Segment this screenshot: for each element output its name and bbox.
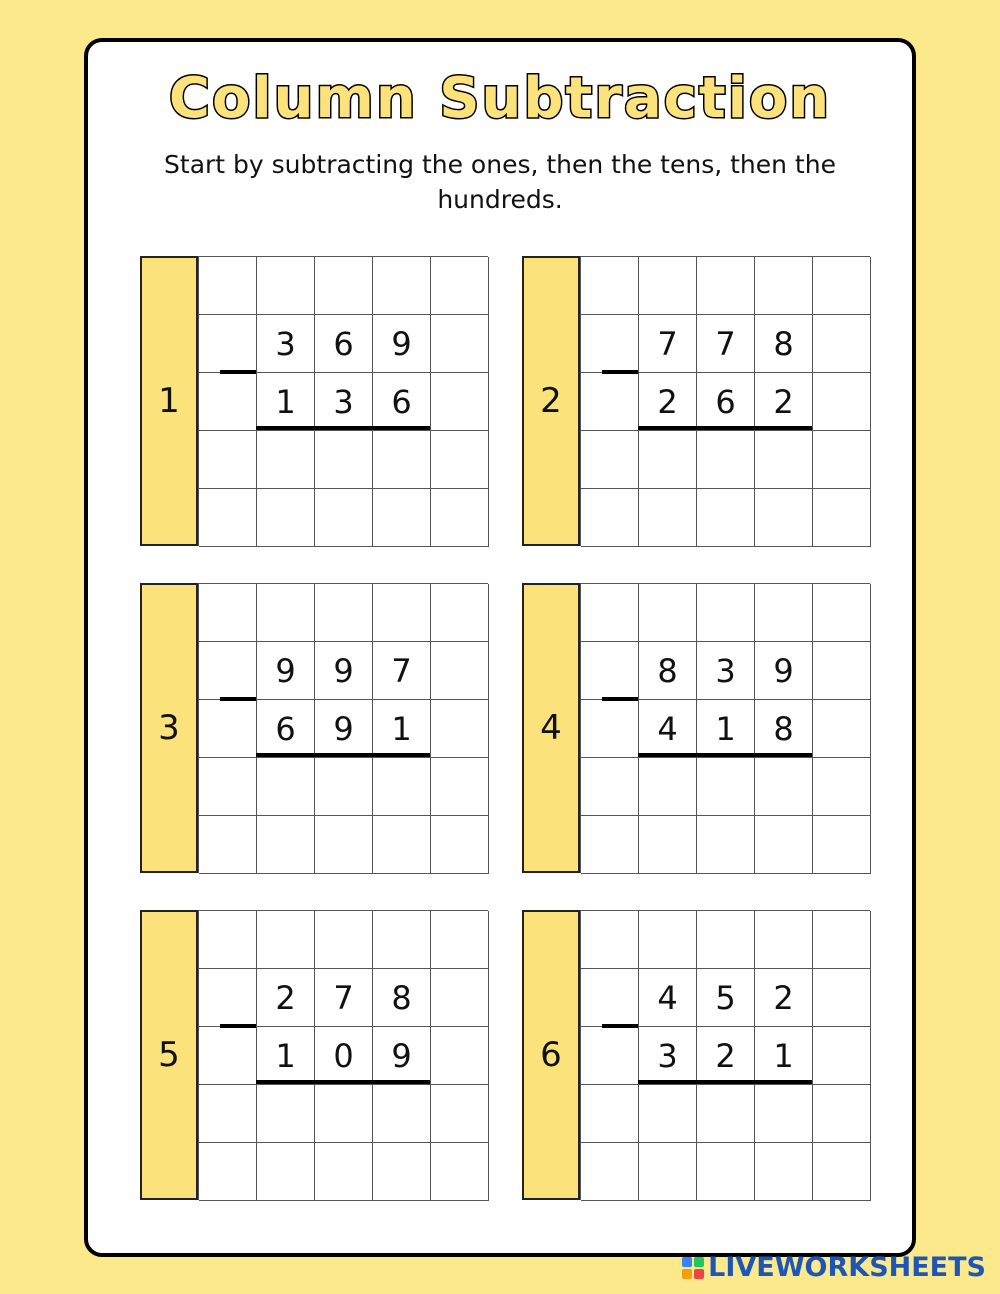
minus-sign xyxy=(602,1024,638,1028)
minuend-hundreds: 9 xyxy=(257,642,315,700)
problem-number: 1 xyxy=(140,256,198,546)
grid-cell xyxy=(315,257,373,315)
grid-cell xyxy=(581,816,639,874)
grid-cell xyxy=(581,584,639,642)
problem-number: 6 xyxy=(522,910,580,1200)
grid-cell xyxy=(581,1143,639,1201)
grid-cell xyxy=(199,911,257,969)
grid-cell xyxy=(373,257,431,315)
grid-cell xyxy=(199,1085,257,1143)
minuend-tens: 3 xyxy=(697,642,755,700)
subtrahend-ones: 1 xyxy=(755,1027,813,1085)
problem-number: 5 xyxy=(140,910,198,1200)
grid-cell xyxy=(199,700,257,758)
grid-cell xyxy=(639,816,697,874)
grid-cell xyxy=(431,816,489,874)
liveworksheets-brand[interactable] xyxy=(682,1252,986,1283)
instructions-text: Start by subtracting the ones, then the tens, then the hundreds. xyxy=(164,150,836,214)
subtrahend-tens: 2 xyxy=(697,1027,755,1085)
grid-cell xyxy=(199,1143,257,1201)
answer-line xyxy=(256,426,430,430)
answer-hundreds-cell[interactable] xyxy=(257,431,315,489)
answer-line xyxy=(638,753,812,757)
answer-hundreds-cell[interactable] xyxy=(257,1085,315,1143)
grid-cell xyxy=(813,431,871,489)
subtrahend-ones: 9 xyxy=(373,1027,431,1085)
minuend-tens: 7 xyxy=(315,969,373,1027)
grid-cell xyxy=(315,1143,373,1201)
grid-cell xyxy=(373,584,431,642)
subtrahend-ones: 2 xyxy=(755,373,813,431)
minuend-ones: 8 xyxy=(373,969,431,1027)
subtrahend-ones: 8 xyxy=(755,700,813,758)
subtrahend-hundreds: 3 xyxy=(639,1027,697,1085)
grid-cell xyxy=(581,257,639,315)
grid-cell xyxy=(813,911,871,969)
grid-cell xyxy=(199,969,257,1027)
grid-cell xyxy=(581,315,639,373)
grid-cell xyxy=(257,489,315,547)
grid-cell xyxy=(257,1143,315,1201)
grid-cell xyxy=(813,700,871,758)
answer-tens-cell[interactable] xyxy=(697,758,755,816)
minuend-tens: 9 xyxy=(315,642,373,700)
minuend-ones: 9 xyxy=(373,315,431,373)
problem-1 xyxy=(140,256,488,546)
grid-cell xyxy=(755,584,813,642)
problem-number: 3 xyxy=(140,583,198,873)
grid-cell xyxy=(199,584,257,642)
subtrahend-tens: 6 xyxy=(697,373,755,431)
grid-cell xyxy=(315,911,373,969)
grid-cell xyxy=(431,700,489,758)
subtrahend-hundreds: 2 xyxy=(639,373,697,431)
minuend-ones: 9 xyxy=(755,642,813,700)
grid-cell xyxy=(431,1085,489,1143)
grid-cell xyxy=(373,489,431,547)
grid-cell xyxy=(813,642,871,700)
answer-line xyxy=(638,426,812,430)
grid-cell xyxy=(755,257,813,315)
grid-cell xyxy=(813,315,871,373)
grid-cell xyxy=(199,816,257,874)
answer-ones-cell[interactable] xyxy=(755,1085,813,1143)
grid-cell xyxy=(315,489,373,547)
minuend-hundreds: 7 xyxy=(639,315,697,373)
grid-cell xyxy=(373,1143,431,1201)
minuend-ones: 2 xyxy=(755,969,813,1027)
subtrahend-tens: 3 xyxy=(315,373,373,431)
grid-cell xyxy=(581,642,639,700)
minuend-tens: 6 xyxy=(315,315,373,373)
grid-cell xyxy=(431,373,489,431)
grid-cell xyxy=(755,911,813,969)
grid-cell xyxy=(697,584,755,642)
answer-grid xyxy=(580,583,870,873)
grid-cell xyxy=(257,816,315,874)
grid-cell xyxy=(581,489,639,547)
grid-cell xyxy=(581,758,639,816)
minuend-hundreds: 2 xyxy=(257,969,315,1027)
grid-cell xyxy=(431,1143,489,1201)
grid-cell xyxy=(639,257,697,315)
grid-cell xyxy=(755,816,813,874)
grid-cell xyxy=(431,257,489,315)
minuend-hundreds: 8 xyxy=(639,642,697,700)
grid-cell xyxy=(697,1143,755,1201)
problem-4 xyxy=(522,583,870,873)
grid-cell xyxy=(431,969,489,1027)
grid-cell xyxy=(813,1143,871,1201)
subtrahend-hundreds: 1 xyxy=(257,373,315,431)
answer-tens-cell[interactable] xyxy=(697,431,755,489)
answer-hundreds-cell[interactable] xyxy=(639,1085,697,1143)
subtrahend-tens: 9 xyxy=(315,700,373,758)
grid-cell xyxy=(199,373,257,431)
grid-cell xyxy=(431,642,489,700)
subtrahend-tens: 1 xyxy=(697,700,755,758)
grid-cell xyxy=(813,584,871,642)
answer-grid xyxy=(580,256,870,546)
problem-5 xyxy=(140,910,488,1200)
grid-cell xyxy=(639,1143,697,1201)
answer-hundreds-cell[interactable] xyxy=(639,431,697,489)
grid-cell xyxy=(257,911,315,969)
grid-cell xyxy=(581,1085,639,1143)
grid-cell xyxy=(199,431,257,489)
minus-sign xyxy=(220,1024,256,1028)
grid-cell xyxy=(199,1027,257,1085)
grid-cell xyxy=(431,315,489,373)
minus-sign xyxy=(602,697,638,701)
grid-cell xyxy=(697,911,755,969)
grid-cell xyxy=(581,1027,639,1085)
grid-cell xyxy=(813,969,871,1027)
answer-grid xyxy=(198,583,488,873)
grid-cell xyxy=(813,1085,871,1143)
answer-line xyxy=(256,1080,430,1084)
grid-cell xyxy=(199,315,257,373)
grid-cell xyxy=(431,431,489,489)
grid-cell xyxy=(373,816,431,874)
minuend-hundreds: 3 xyxy=(257,315,315,373)
subtrahend-hundreds: 6 xyxy=(257,700,315,758)
grid-cell xyxy=(697,489,755,547)
minuend-tens: 7 xyxy=(697,315,755,373)
grid-cell xyxy=(431,758,489,816)
problem-3 xyxy=(140,583,488,873)
grid-cell xyxy=(639,584,697,642)
grid-cell xyxy=(581,969,639,1027)
grid-cell xyxy=(813,816,871,874)
grid-cell xyxy=(431,911,489,969)
answer-grid xyxy=(580,910,870,1200)
grid-cell xyxy=(813,1027,871,1085)
minuend-ones: 8 xyxy=(755,315,813,373)
liveworksheets-logo-icon xyxy=(682,1257,704,1279)
grid-cell xyxy=(813,758,871,816)
problem-6 xyxy=(522,910,870,1200)
grid-cell xyxy=(431,489,489,547)
minus-sign xyxy=(602,370,638,374)
answer-hundreds-cell[interactable] xyxy=(257,758,315,816)
grid-cell xyxy=(813,489,871,547)
grid-cell xyxy=(639,489,697,547)
page-title: Column Subtraction xyxy=(168,66,832,131)
minuend-tens: 5 xyxy=(697,969,755,1027)
grid-cell xyxy=(813,257,871,315)
grid-cell xyxy=(431,584,489,642)
answer-ones-cell[interactable] xyxy=(373,758,431,816)
grid-cell xyxy=(581,431,639,489)
minus-sign xyxy=(220,370,256,374)
answer-tens-cell[interactable] xyxy=(315,1085,373,1143)
subtrahend-ones: 1 xyxy=(373,700,431,758)
subtrahend-tens: 0 xyxy=(315,1027,373,1085)
minuend-ones: 7 xyxy=(373,642,431,700)
subtrahend-ones: 6 xyxy=(373,373,431,431)
answer-grid xyxy=(198,910,488,1200)
answer-ones-cell[interactable] xyxy=(373,1085,431,1143)
answer-tens-cell[interactable] xyxy=(315,431,373,489)
answer-ones-cell[interactable] xyxy=(755,431,813,489)
grid-cell xyxy=(697,257,755,315)
minuend-hundreds: 4 xyxy=(639,969,697,1027)
subtrahend-hundreds: 4 xyxy=(639,700,697,758)
answer-tens-cell[interactable] xyxy=(697,1085,755,1143)
grid-cell xyxy=(199,758,257,816)
grid-cell xyxy=(373,911,431,969)
answer-tens-cell[interactable] xyxy=(315,758,373,816)
grid-cell xyxy=(639,911,697,969)
grid-cell xyxy=(315,584,373,642)
grid-cell xyxy=(315,816,373,874)
grid-cell xyxy=(581,911,639,969)
grid-cell xyxy=(755,489,813,547)
grid-cell xyxy=(813,373,871,431)
minus-sign xyxy=(220,697,256,701)
answer-ones-cell[interactable] xyxy=(373,431,431,489)
grid-cell xyxy=(697,816,755,874)
answer-grid xyxy=(198,256,488,546)
grid-cell xyxy=(199,642,257,700)
answer-line xyxy=(638,1080,812,1084)
problem-number: 4 xyxy=(522,583,580,873)
problem-2 xyxy=(522,256,870,546)
grid-cell xyxy=(257,584,315,642)
grid-cell xyxy=(199,257,257,315)
grid-cell xyxy=(581,373,639,431)
grid-cell xyxy=(257,257,315,315)
grid-cell xyxy=(431,1027,489,1085)
grid-cell xyxy=(755,1143,813,1201)
grid-cell xyxy=(581,700,639,758)
subtrahend-hundreds: 1 xyxy=(257,1027,315,1085)
problem-number: 2 xyxy=(522,256,580,546)
answer-hundreds-cell[interactable] xyxy=(639,758,697,816)
answer-line xyxy=(256,753,430,757)
answer-ones-cell[interactable] xyxy=(755,758,813,816)
grid-cell xyxy=(199,489,257,547)
brand-text: LIVEWORKSHEETS xyxy=(708,1252,986,1283)
